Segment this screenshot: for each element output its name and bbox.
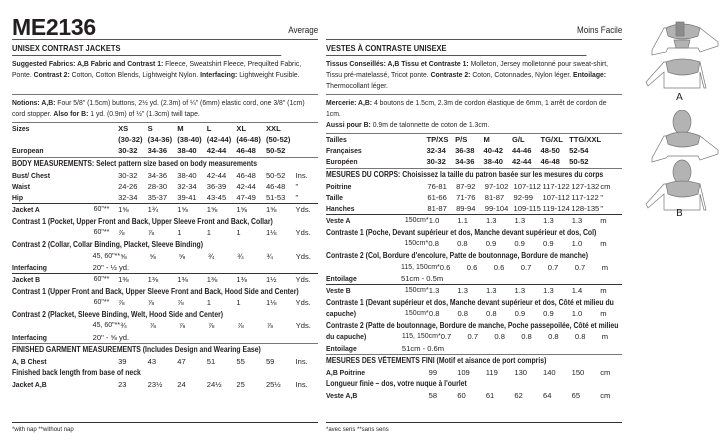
table-row: du capuche) 115, 150cm* 0.7 0.7 0.8 0.8 0.8 0.8 m bbox=[326, 332, 609, 342]
jacket-b-contrast2-heading: Contrast 2 (Placket, Sleeve Binding, Welt, Hood Side and Center) bbox=[12, 309, 224, 319]
jacket-b-hood-icon bbox=[642, 110, 726, 240]
body-measurements-heading: BODY MEASUREMENTS: Select pattern size based on body measurements bbox=[12, 159, 258, 169]
table-row: Jacket A,B 23 23½ 24 24½ 25 25½ Ins. bbox=[12, 379, 308, 389]
view-b-label: B bbox=[676, 208, 683, 219]
veste-b-contrast1 bbox=[326, 308, 622, 319]
table-row: Waist 24-26 28-30 32-34 36-39 42-44 46-48 " bbox=[12, 181, 299, 191]
finished-measurements-heading: FINISHED GARMENT MEASUREMENTS (Includes Design and Wearing Ease) bbox=[12, 345, 261, 355]
footnote: *avec sens **sans sens bbox=[326, 422, 622, 433]
pattern-title: VESTES À CONTRASTE UNISEXE bbox=[326, 40, 586, 56]
veste-a-contrast2-heading: Contraste 2 (Col, Bordure d'encolure, Patte de boutonnage, Bordure de manche) bbox=[326, 251, 589, 260]
english-column bbox=[12, 0, 318, 433]
table-row: Veste A,B 58 60 61 62 64 65 cm bbox=[326, 390, 611, 400]
table-row: capuche) 150cm* 0.8 0.8 0.8 0.9 0.9 1.0 m bbox=[326, 309, 607, 319]
finished-measurements-heading: MESURES DES VÊTEMENTS FINI (Motif et aisance de port compris) bbox=[326, 356, 547, 366]
back-length-table bbox=[326, 390, 622, 401]
finished-measurements-table bbox=[12, 356, 318, 367]
table-row: 115, 150cm* 0.6 0.6 0.6 0.7 0.7 0.7 m bbox=[400, 262, 609, 272]
header bbox=[12, 0, 318, 40]
pattern-code: ME2136 bbox=[12, 14, 96, 40]
table-row: Entoilage 51cm - 0.6m bbox=[326, 343, 445, 353]
table-row: Jacket A 60"** 1⅝ 1¾ 1⅝ 1⅝ 1⅝ 1⅝ Yds. bbox=[12, 205, 311, 215]
suggested-fabrics: Suggested Fabrics: A,B Fabric and Contrast 1: Fleece, Sweatshirt Fleece, Prequilted Fabric, Ponte. Contrast 2: Cotton, Cotton Blends, Lightweight Nylon. Interfacing: Lightweight Fusible. bbox=[12, 59, 302, 79]
pattern-title: UNISEX CONTRAST JACKETS bbox=[12, 40, 281, 56]
header bbox=[326, 0, 622, 40]
table-row: 150cm* 0.8 0.8 0.9 0.9 0.9 1.0 m bbox=[404, 239, 607, 249]
table-row: Hanches 81-87 89-94 99-104 109-115 119-124 128-135 " bbox=[326, 204, 604, 214]
notions: Mercerie: A,B: 4 boutons de 1.5cm, 2.3m de cordon élastique de 6mm, 1 arrêt de cordon de 1cm. Aussi pour B: 0.9m de talonnette de coton de 1.3cm. bbox=[326, 98, 607, 129]
veste-b-contrast1-heading: Contraste 1 (Devant supérieur et dos, Manche devant supérieur et dos, Côté et milieu du bbox=[326, 297, 614, 307]
veste-a-contrast1 bbox=[326, 238, 622, 249]
table-row: Entoilage 51cm - 0.5m bbox=[326, 273, 444, 283]
veste-a-yardage bbox=[326, 215, 622, 226]
veste-b-contrast2 bbox=[326, 331, 622, 353]
body-measurements-table bbox=[326, 181, 622, 215]
table-row: Hip 32-34 35-37 39-41 43-45 47-49 51-53 " bbox=[12, 193, 299, 203]
jacket-b-contrast2 bbox=[12, 320, 318, 342]
table-row: Veste B 150cm* 1.3 1.3 1.3 1.3 1.3 1.4 m bbox=[326, 285, 607, 295]
veste-a-contrast1-heading: Contraste 1 (Poche, Devant supérieur et dos, Manche devant supérieur et dos, Col) bbox=[326, 227, 597, 237]
back-length-table bbox=[12, 379, 318, 390]
veste-b-yardage bbox=[326, 285, 622, 296]
table-row: Jacket B 60"** 1⅜ 1⅜ 1⅜ 1⅜ 1⅜ 1½ Yds. bbox=[12, 274, 311, 284]
table-row: 45, 60"** ⅝ ⅝ ⅝ ¾ ¾ ¾ Yds. bbox=[92, 251, 311, 261]
table-row: Interfacing 20" - ⅝ yd. bbox=[12, 332, 130, 342]
table-row: A, B Chest 39 43 47 51 55 59 Ins. bbox=[12, 356, 308, 366]
back-length-heading: Finished back length from base of neck bbox=[12, 368, 141, 378]
footnote: *with nap **without nap bbox=[12, 422, 318, 433]
table-row: Interfacing 20" - ½ yd. bbox=[12, 262, 130, 272]
jacket-a-contrast1-heading: Contrast 1 (Pocket, Upper Front and Back, Upper Sleeve Front and Back, Collar) bbox=[12, 216, 273, 226]
table-row: 60"** ⅞ ⅞ 1 1 1 1⅛ Yds. bbox=[93, 228, 311, 238]
size-table: Tailles TP/XS P/S M G/L TG/XL TTG/XXL Françaises 32-34 36-38 40-42 44-46 48-50 52-54 Européen 30-32 34-36 38-40 42-44 46-48 50-52 bbox=[326, 135, 602, 167]
jacket-b-contrast1 bbox=[12, 297, 318, 308]
body-measurements-table bbox=[12, 170, 318, 204]
garment-illustrations bbox=[642, 0, 726, 240]
view-a-label: A bbox=[676, 92, 683, 103]
table-row: A,B Poitrine 99 109 119 130 140 150 cm bbox=[326, 367, 611, 377]
table-row: Bust/ Chest 30-32 34-36 38-40 42-44 46-48 50-52 Ins. bbox=[12, 170, 308, 180]
jacket-a-contrast1 bbox=[12, 227, 318, 238]
finished-measurements-table bbox=[326, 367, 622, 378]
jacket-a-contrast2 bbox=[12, 251, 318, 273]
table-row: Veste A 150cm* 1.0 1.1 1.3 1.3 1.3 1.3 m bbox=[326, 216, 607, 226]
jacket-b-yardage bbox=[12, 274, 318, 285]
size-table: Sizes XS S M L XL XXL (30-32) (34-36) (38-40) (42-44) (46-48) (50-52) European 30-32 34-36 38-40 42-44 46-48 50-52 bbox=[12, 124, 291, 156]
table-row: 60"** ⅞ ⅞ ⅞ 1 1 1⅛ Yds. bbox=[93, 298, 311, 308]
veste-b-contrast2-heading: Contraste 2 (Patte de boutonnage, Bordure de manche, Poche passepoilée, Côté et milieu bbox=[326, 320, 619, 330]
notions: Notions: A,B: Four 5/8" (1.5cm) buttons, 2½ yd. (2.3m) of ¼" (6mm) elastic cord, one 3/8" (1cm) cord stopper. Also for B: 1 yd. (0.9m) of ½" (1.3cm) twill tape. bbox=[12, 98, 305, 118]
suggested-fabrics: Tissus Conseillés: A,B Tissu et Contraste 1: Molleton, Jersey molletonné pour sweat-shirt, Tissu pré-matelassé, Tricot ponte. Contraste 2: Coton, Cotonnades, Nylon léger. Entoilage: Thermocollant léger. bbox=[326, 59, 609, 90]
table-row: Poitrine 76-81 87-92 97-102 107-112 117-122 127-132 cm bbox=[326, 181, 611, 191]
back-length-heading: Longueur finie – dos, votre nuque à l'ourlet bbox=[326, 379, 467, 389]
difficulty-level: Average bbox=[288, 25, 318, 36]
table-row: Taille 61-66 71-76 81-87 92-99 107-112 117-122 " bbox=[326, 192, 604, 202]
french-column bbox=[326, 0, 622, 433]
jacket-a-contrast2-heading: Contrast 2 (Collar, Collar Binding, Placket, Sleeve Binding) bbox=[12, 240, 204, 249]
difficulty-level: Moins Facile bbox=[576, 25, 622, 36]
body-measurements-heading: MESURES DU CORPS: Choisissez la taille du patron basée sur les mesures du corps bbox=[326, 170, 604, 180]
jacket-b-contrast1-heading: Contrast 1 (Upper Front and Back, Upper Sleeve Front and Back, Hood Side and Center) bbox=[12, 286, 299, 296]
jacket-a-yardage bbox=[12, 204, 318, 215]
veste-a-contrast2 bbox=[326, 262, 622, 284]
table-row: 45, 60"** ¾ ⅞ ⅞ ⅞ ⅞ ⅞ Yds. bbox=[92, 321, 311, 331]
